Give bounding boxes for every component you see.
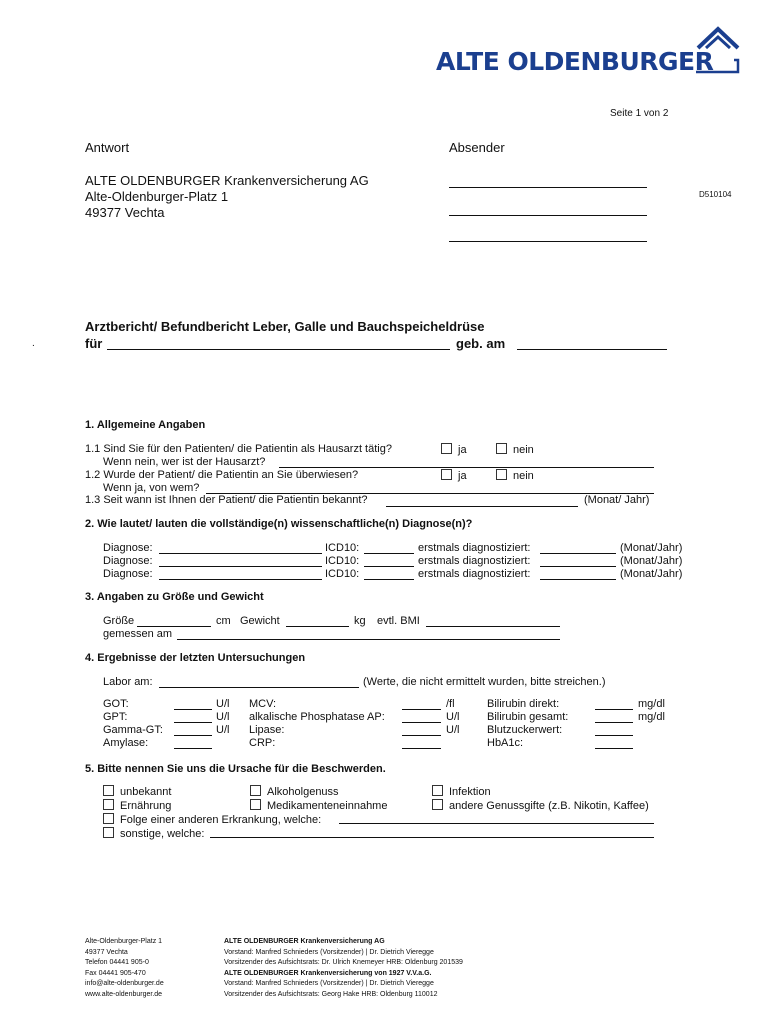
lab-note: (Werte, die nicht ermittelt wurden, bitte streichen.) <box>363 676 606 688</box>
lab-unit: U/l <box>216 724 230 736</box>
misc-line[interactable] <box>210 837 654 838</box>
lab-unit: mg/dl <box>638 698 665 710</box>
icd-label: ICD10: <box>325 555 360 567</box>
icd-label: ICD10: <box>325 542 360 554</box>
height-label: Größe <box>103 615 135 627</box>
birthdate-line[interactable] <box>517 349 667 350</box>
q1-2b: Wenn ja, von wem? <box>103 482 200 494</box>
first-diagnosed-line[interactable] <box>540 553 616 554</box>
checkbox[interactable] <box>250 799 261 810</box>
icd-line[interactable] <box>364 566 414 567</box>
checkbox[interactable] <box>103 827 114 838</box>
height-line[interactable] <box>137 626 211 627</box>
hausarzt-line[interactable] <box>279 467 654 468</box>
q1-2-nein[interactable]: nein <box>496 469 534 482</box>
logo-text: ALTE OLDENBURGER <box>436 47 714 76</box>
lab-value-line[interactable] <box>174 722 212 723</box>
lab-value-line[interactable] <box>595 748 633 749</box>
first-diagnosed-label: erstmals diagnostiziert: <box>418 555 531 567</box>
cause-unknown[interactable]: unbekannt <box>103 785 171 798</box>
lab-value-line[interactable] <box>595 722 633 723</box>
diagnosis-unit: (Monat/Jahr) <box>620 568 683 580</box>
footer-address <box>85 937 164 1001</box>
checkbox[interactable] <box>496 443 507 454</box>
first-diagnosed-label: erstmals diagnostiziert: <box>418 542 531 554</box>
section4-heading: 4. Ergebnisse der letzten Untersuchungen <box>85 652 306 664</box>
footer-line: Telefon 04441 905-0 <box>85 959 149 967</box>
lab-label: alkalische Phosphatase AP: <box>249 711 385 723</box>
lab-value-line[interactable] <box>402 735 441 736</box>
q1-1: 1.1 Sind Sie für den Patienten/ die Patientin als Hausarzt tätig? <box>85 443 392 455</box>
icd-label: ICD10: <box>325 568 360 580</box>
answer-heading: Antwort <box>85 140 130 155</box>
first-diagnosed-line[interactable] <box>540 579 616 580</box>
lab-label: Amylase: <box>103 737 149 749</box>
checkbox[interactable] <box>250 785 261 796</box>
footer-line: Vorstand: Manfred Schnieders (Vorsitzender) | Dr. Dietrich Vieregge <box>224 948 434 956</box>
diagnosis-line[interactable] <box>159 579 322 580</box>
diagnosis-label: Diagnose: <box>103 542 153 554</box>
footer-line: Vorstand: Manfred Schnieders (Vorsitzender) | Dr. Dietrich Vieregge <box>224 980 434 988</box>
checkbox[interactable] <box>103 785 114 796</box>
form-code: D510104 <box>699 190 732 199</box>
kg-label: kg <box>354 615 366 627</box>
cause-misc[interactable]: sonstige, welche: <box>103 827 204 840</box>
diagnosis-line[interactable] <box>159 566 322 567</box>
bmi-label: evtl. BMI <box>377 615 420 627</box>
lab-label: CRP: <box>249 737 276 749</box>
section2-heading: 2. Wie lautet/ lauten die vollständige(n) wissenschaftliche(n) Diagnose(n)? <box>85 518 473 530</box>
checkbox[interactable] <box>496 469 507 480</box>
section3-heading: 3. Angaben zu Größe und Gewicht <box>85 591 264 603</box>
diagnosis-label: Diagnose: <box>103 568 153 580</box>
icd-line[interactable] <box>364 553 414 554</box>
answer-line1: ALTE OLDENBURGER Krankenversicherung AG <box>85 173 369 188</box>
footer-line: 49377 Vechta <box>85 948 128 956</box>
diagnosis-unit: (Monat/Jahr) <box>620 555 683 567</box>
checkbox[interactable] <box>441 443 452 454</box>
footer-legal <box>224 937 463 1001</box>
company-logo <box>436 26 746 78</box>
bmi-line[interactable] <box>426 626 560 627</box>
q1-1b: Wenn nein, wer ist der Hausarzt? <box>103 456 266 468</box>
cause-other-disease[interactable]: Folge einer anderen Erkrankung, welche: <box>103 813 321 826</box>
weight-label: Gewicht <box>240 615 280 627</box>
footer-line: ALTE OLDENBURGER Krankenversicherung AG <box>224 938 385 945</box>
form-title: Arztbericht/ Befundbericht Leber, Galle und Bauchspeicheldrüse <box>85 319 485 334</box>
cause-alcohol[interactable]: Alkoholgenuss <box>250 785 339 798</box>
lab-unit: U/l <box>446 711 460 723</box>
lab-unit: U/l <box>446 724 460 736</box>
icd-line[interactable] <box>364 579 414 580</box>
margin-dot: . <box>32 338 35 349</box>
lab-label: GOT: <box>103 698 129 710</box>
lab-date-line[interactable] <box>159 687 359 688</box>
footer-line: Vorsitzender des Aufsichtsrats: Dr. Ulrich Knemeyer HRB: Oldenburg 201539 <box>224 959 463 967</box>
cause-diet[interactable]: Ernährung <box>103 799 171 812</box>
section5-heading: 5. Bitte nennen Sie uns die Ursache für die Beschwerden. <box>85 763 386 775</box>
q1-3: 1.3 Seit wann ist Ihnen der Patient/ die Patientin bekannt? <box>85 494 368 506</box>
cm-label: cm <box>216 615 231 627</box>
lab-label: Blutzuckerwert: <box>487 724 563 736</box>
measured-date-line[interactable] <box>177 639 560 640</box>
first-diagnosed-label: erstmals diagnostiziert: <box>418 568 531 580</box>
checkbox[interactable] <box>441 469 452 480</box>
checkbox[interactable] <box>103 799 114 810</box>
q1-3-unit: (Monat/ Jahr) <box>584 494 650 506</box>
lab-label: GPT: <box>103 711 128 723</box>
lab-value-line[interactable] <box>402 722 441 723</box>
lab-unit: mg/dl <box>638 711 665 723</box>
q1-2: 1.2 Wurde der Patient/ die Patientin an Sie überwiesen? <box>85 469 359 481</box>
measured-label: gemessen am <box>103 628 173 640</box>
q1-1-nein[interactable]: nein <box>496 443 534 456</box>
birthdate-label: geb. am <box>456 336 506 351</box>
footer-line: info@alte-oldenburger.de <box>85 980 164 988</box>
lab-value-line[interactable] <box>595 735 633 736</box>
footer-line: Alte-Oldenburger-Platz 1 <box>85 938 163 945</box>
lab-value-line[interactable] <box>402 748 441 749</box>
lab-label: Bilirubin direkt: <box>487 698 560 710</box>
diagnosis-label: Diagnose: <box>103 555 153 567</box>
weight-line[interactable] <box>286 626 349 627</box>
page-number: Seite 1 von 2 <box>610 108 669 119</box>
footer-line: Vorsitzender des Aufsichtsrats: Georg Hake HRB: Oldenburg 110012 <box>224 990 438 998</box>
q1-1-ja[interactable]: ja <box>441 443 467 456</box>
checkbox[interactable] <box>432 799 443 810</box>
answer-line3: 49377 Vechta <box>85 205 165 220</box>
lab-value-line[interactable] <box>595 709 633 710</box>
other-disease-line[interactable] <box>339 823 654 824</box>
q1-2-ja[interactable]: ja <box>441 469 467 482</box>
sender-line-3[interactable] <box>449 241 647 242</box>
sender-heading: Absender <box>449 140 505 155</box>
for-label: für <box>85 336 103 351</box>
lab-value-line[interactable] <box>174 709 212 710</box>
footer-line: www.alte-oldenburger.de <box>85 990 163 998</box>
lab-label: MCV: <box>249 698 277 710</box>
lab-value-line[interactable] <box>174 748 212 749</box>
lab-value-line[interactable] <box>402 709 441 710</box>
bekannt-seit-line[interactable] <box>386 506 578 507</box>
house-roof-icon <box>694 26 742 76</box>
lab-label: Lipase: <box>249 724 285 736</box>
lab-unit: U/l <box>216 698 230 710</box>
sender-line-2[interactable] <box>449 215 647 216</box>
section1-heading: 1. Allgemeine Angaben <box>85 419 206 431</box>
lab-date-label: Labor am: <box>103 676 153 688</box>
checkbox[interactable] <box>432 785 443 796</box>
lab-value-line[interactable] <box>174 735 212 736</box>
lab-unit: /fl <box>446 698 455 710</box>
answer-line2: Alte-Oldenburger-Platz 1 <box>85 189 229 204</box>
cause-medication[interactable]: Medikamenteneinnahme <box>250 799 387 812</box>
sender-line-1[interactable] <box>449 187 647 188</box>
first-diagnosed-line[interactable] <box>540 566 616 567</box>
footer-line: Fax 04441 905-470 <box>85 969 146 977</box>
lab-label: HbA1c: <box>487 737 524 749</box>
lab-label: Bilirubin gesamt: <box>487 711 569 723</box>
cause-infection[interactable]: Infektion <box>432 785 491 798</box>
lab-unit: U/l <box>216 711 230 723</box>
diagnosis-unit: (Monat/Jahr) <box>620 542 683 554</box>
footer-line: ALTE OLDENBURGER Krankenversicherung von 1927 V.V.a.G. <box>224 969 432 977</box>
patient-name-line[interactable] <box>107 349 450 350</box>
cause-other-stimulants[interactable]: andere Genussgifte (z.B. Nikotin, Kaffee) <box>432 799 649 812</box>
checkbox[interactable] <box>103 813 114 824</box>
lab-label: Gamma-GT: <box>103 724 163 736</box>
diagnosis-line[interactable] <box>159 553 322 554</box>
